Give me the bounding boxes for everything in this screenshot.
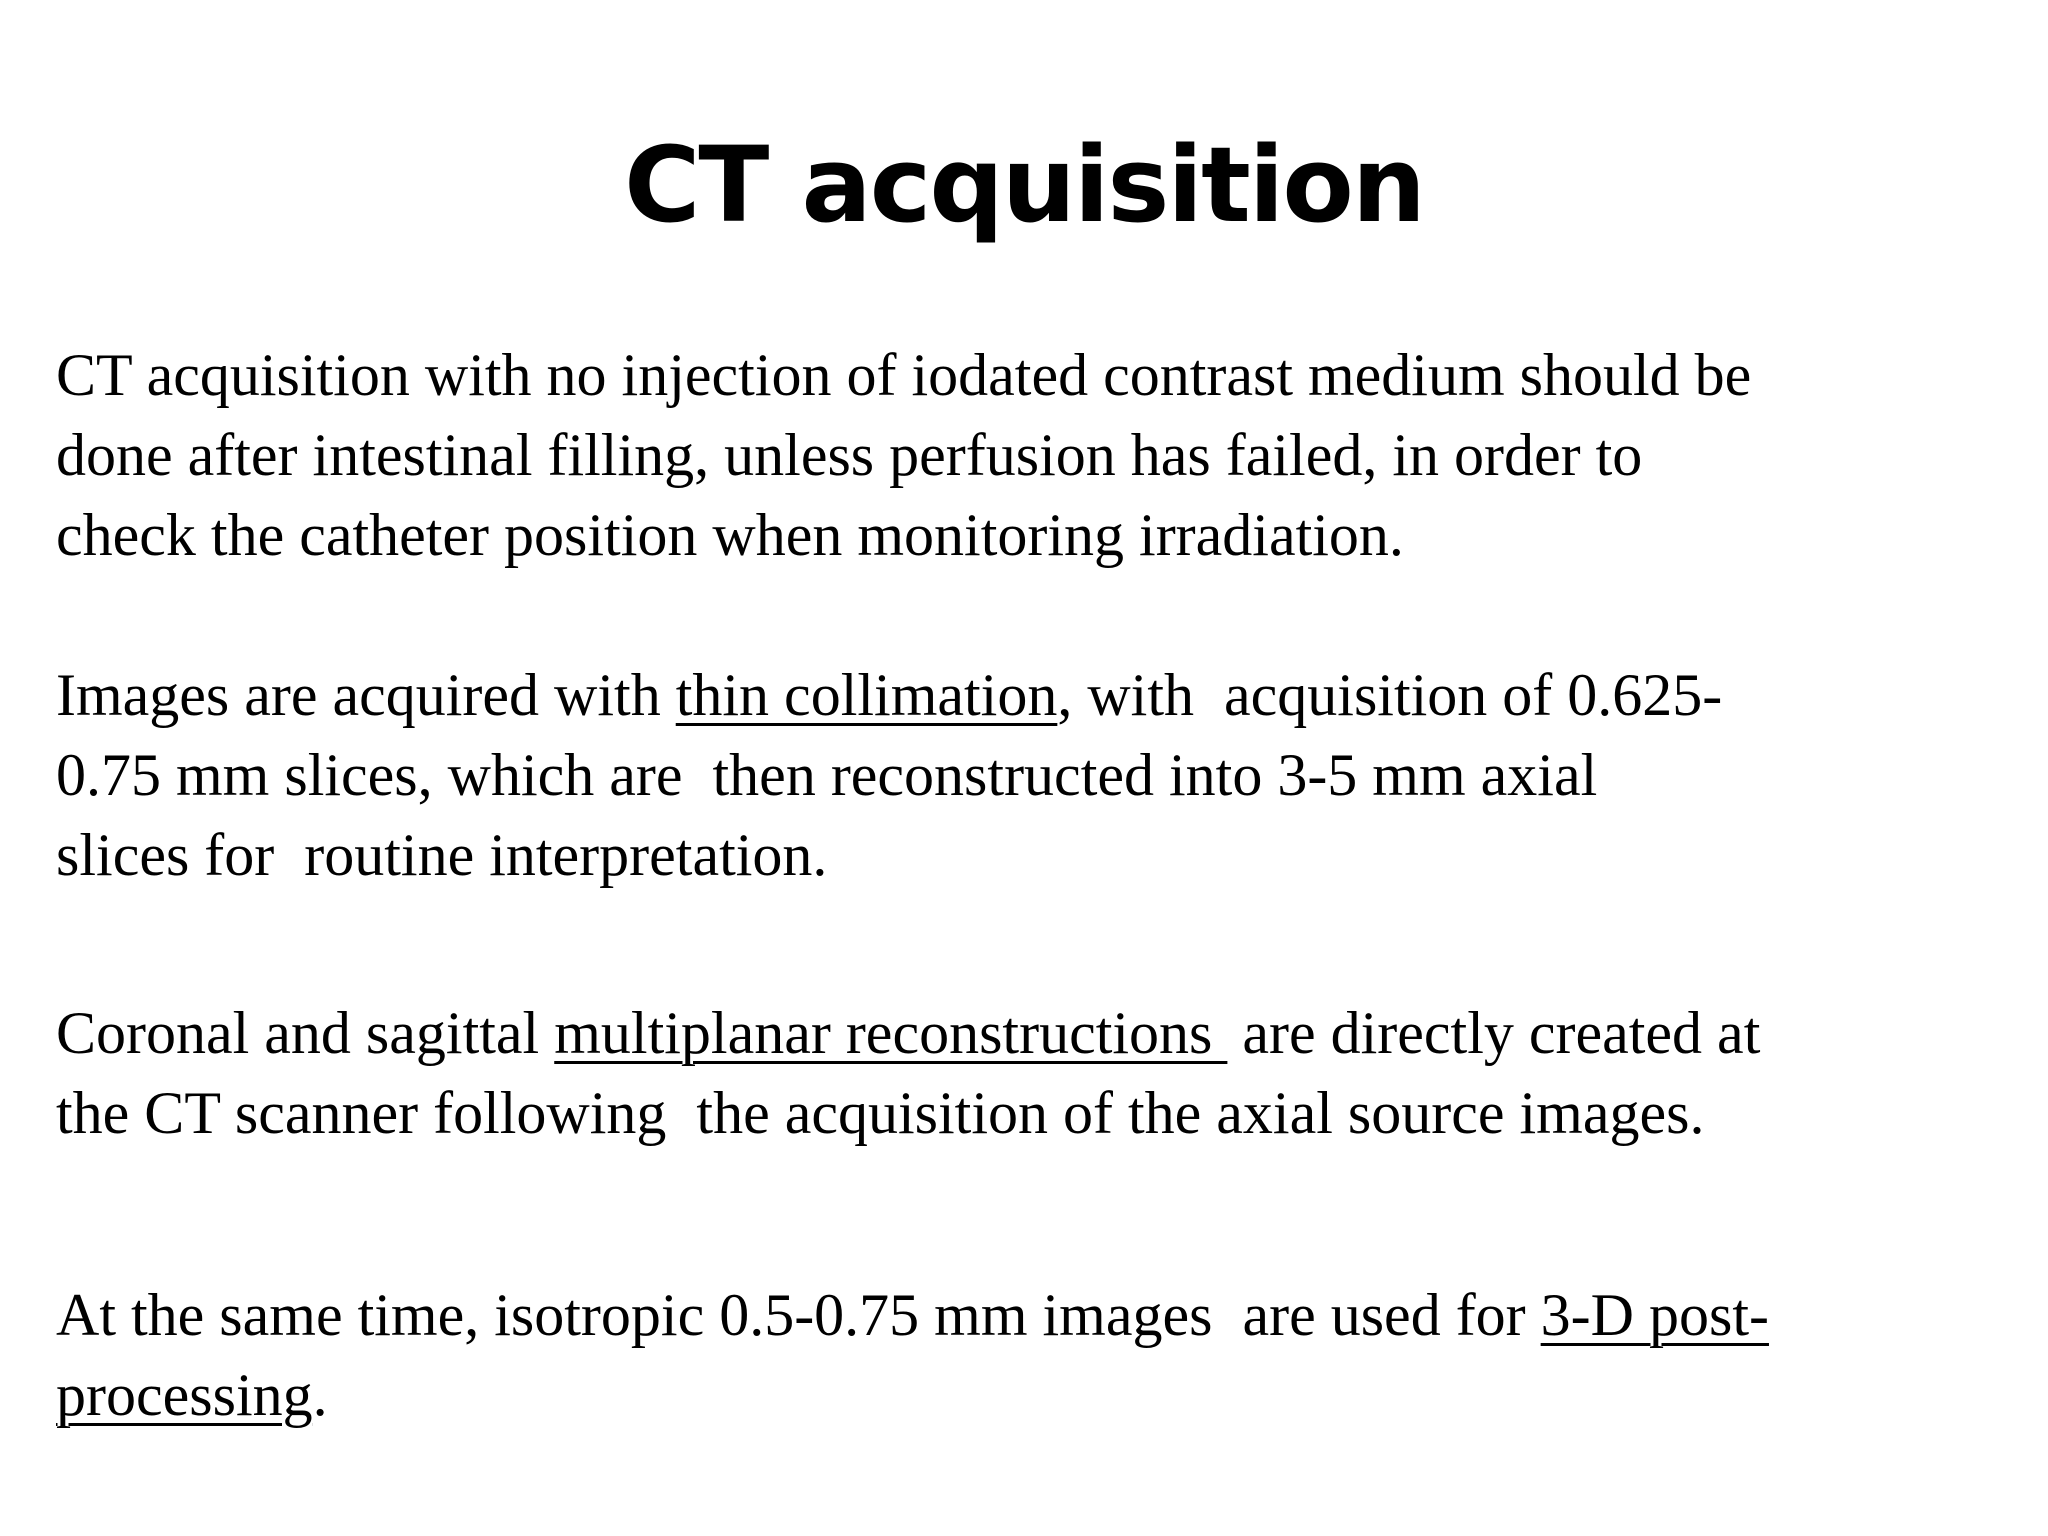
paragraph-multiplanar-reconstructions (56, 993, 1986, 1153)
p3-line-2: the CT scanner following the acquisition of the axial source images. (56, 1080, 1705, 1146)
p1-line-2: done after intestinal filling, unless perfusion has failed, in order to (56, 422, 1643, 488)
p2-text-pre: Images are acquired with (56, 662, 676, 728)
paragraph-contrast-acquisition (56, 335, 1986, 575)
p2-text-post: , with acquisition of 0.625- (1057, 662, 1723, 728)
p2-line-3: slices for routine interpretation. (56, 822, 828, 888)
p3-text-post: are directly created at (1227, 1000, 1761, 1066)
paragraph-thin-collimation (56, 655, 1986, 895)
p1-line-3: check the catheter position when monitoring irradiation. (56, 502, 1404, 568)
thin-collimation-underlined: thin collimation (675, 662, 1058, 728)
multiplanar-reconstructions-underlined: multiplanar reconstructions (554, 1000, 1228, 1066)
p2-line-2: 0.75 mm slices, which are then reconstructed into 3-5 mm axial (56, 742, 1598, 808)
p4-text-pre: At the same time, isotropic 0.5-0.75 mm images are used for (56, 1282, 1541, 1348)
p3-text-pre: Coronal and sagittal (56, 1000, 555, 1066)
slide-title: CT acquisition (624, 124, 1424, 246)
3d-post-underlined: 3-D post- (1540, 1282, 1769, 1348)
p4-text-post: . (312, 1362, 328, 1428)
p1-line-1: CT acquisition with no injection of iodated contrast medium should be (56, 342, 1752, 408)
paragraph-3d-post-processing (56, 1275, 1986, 1435)
processing-underlined: processing (56, 1362, 313, 1428)
